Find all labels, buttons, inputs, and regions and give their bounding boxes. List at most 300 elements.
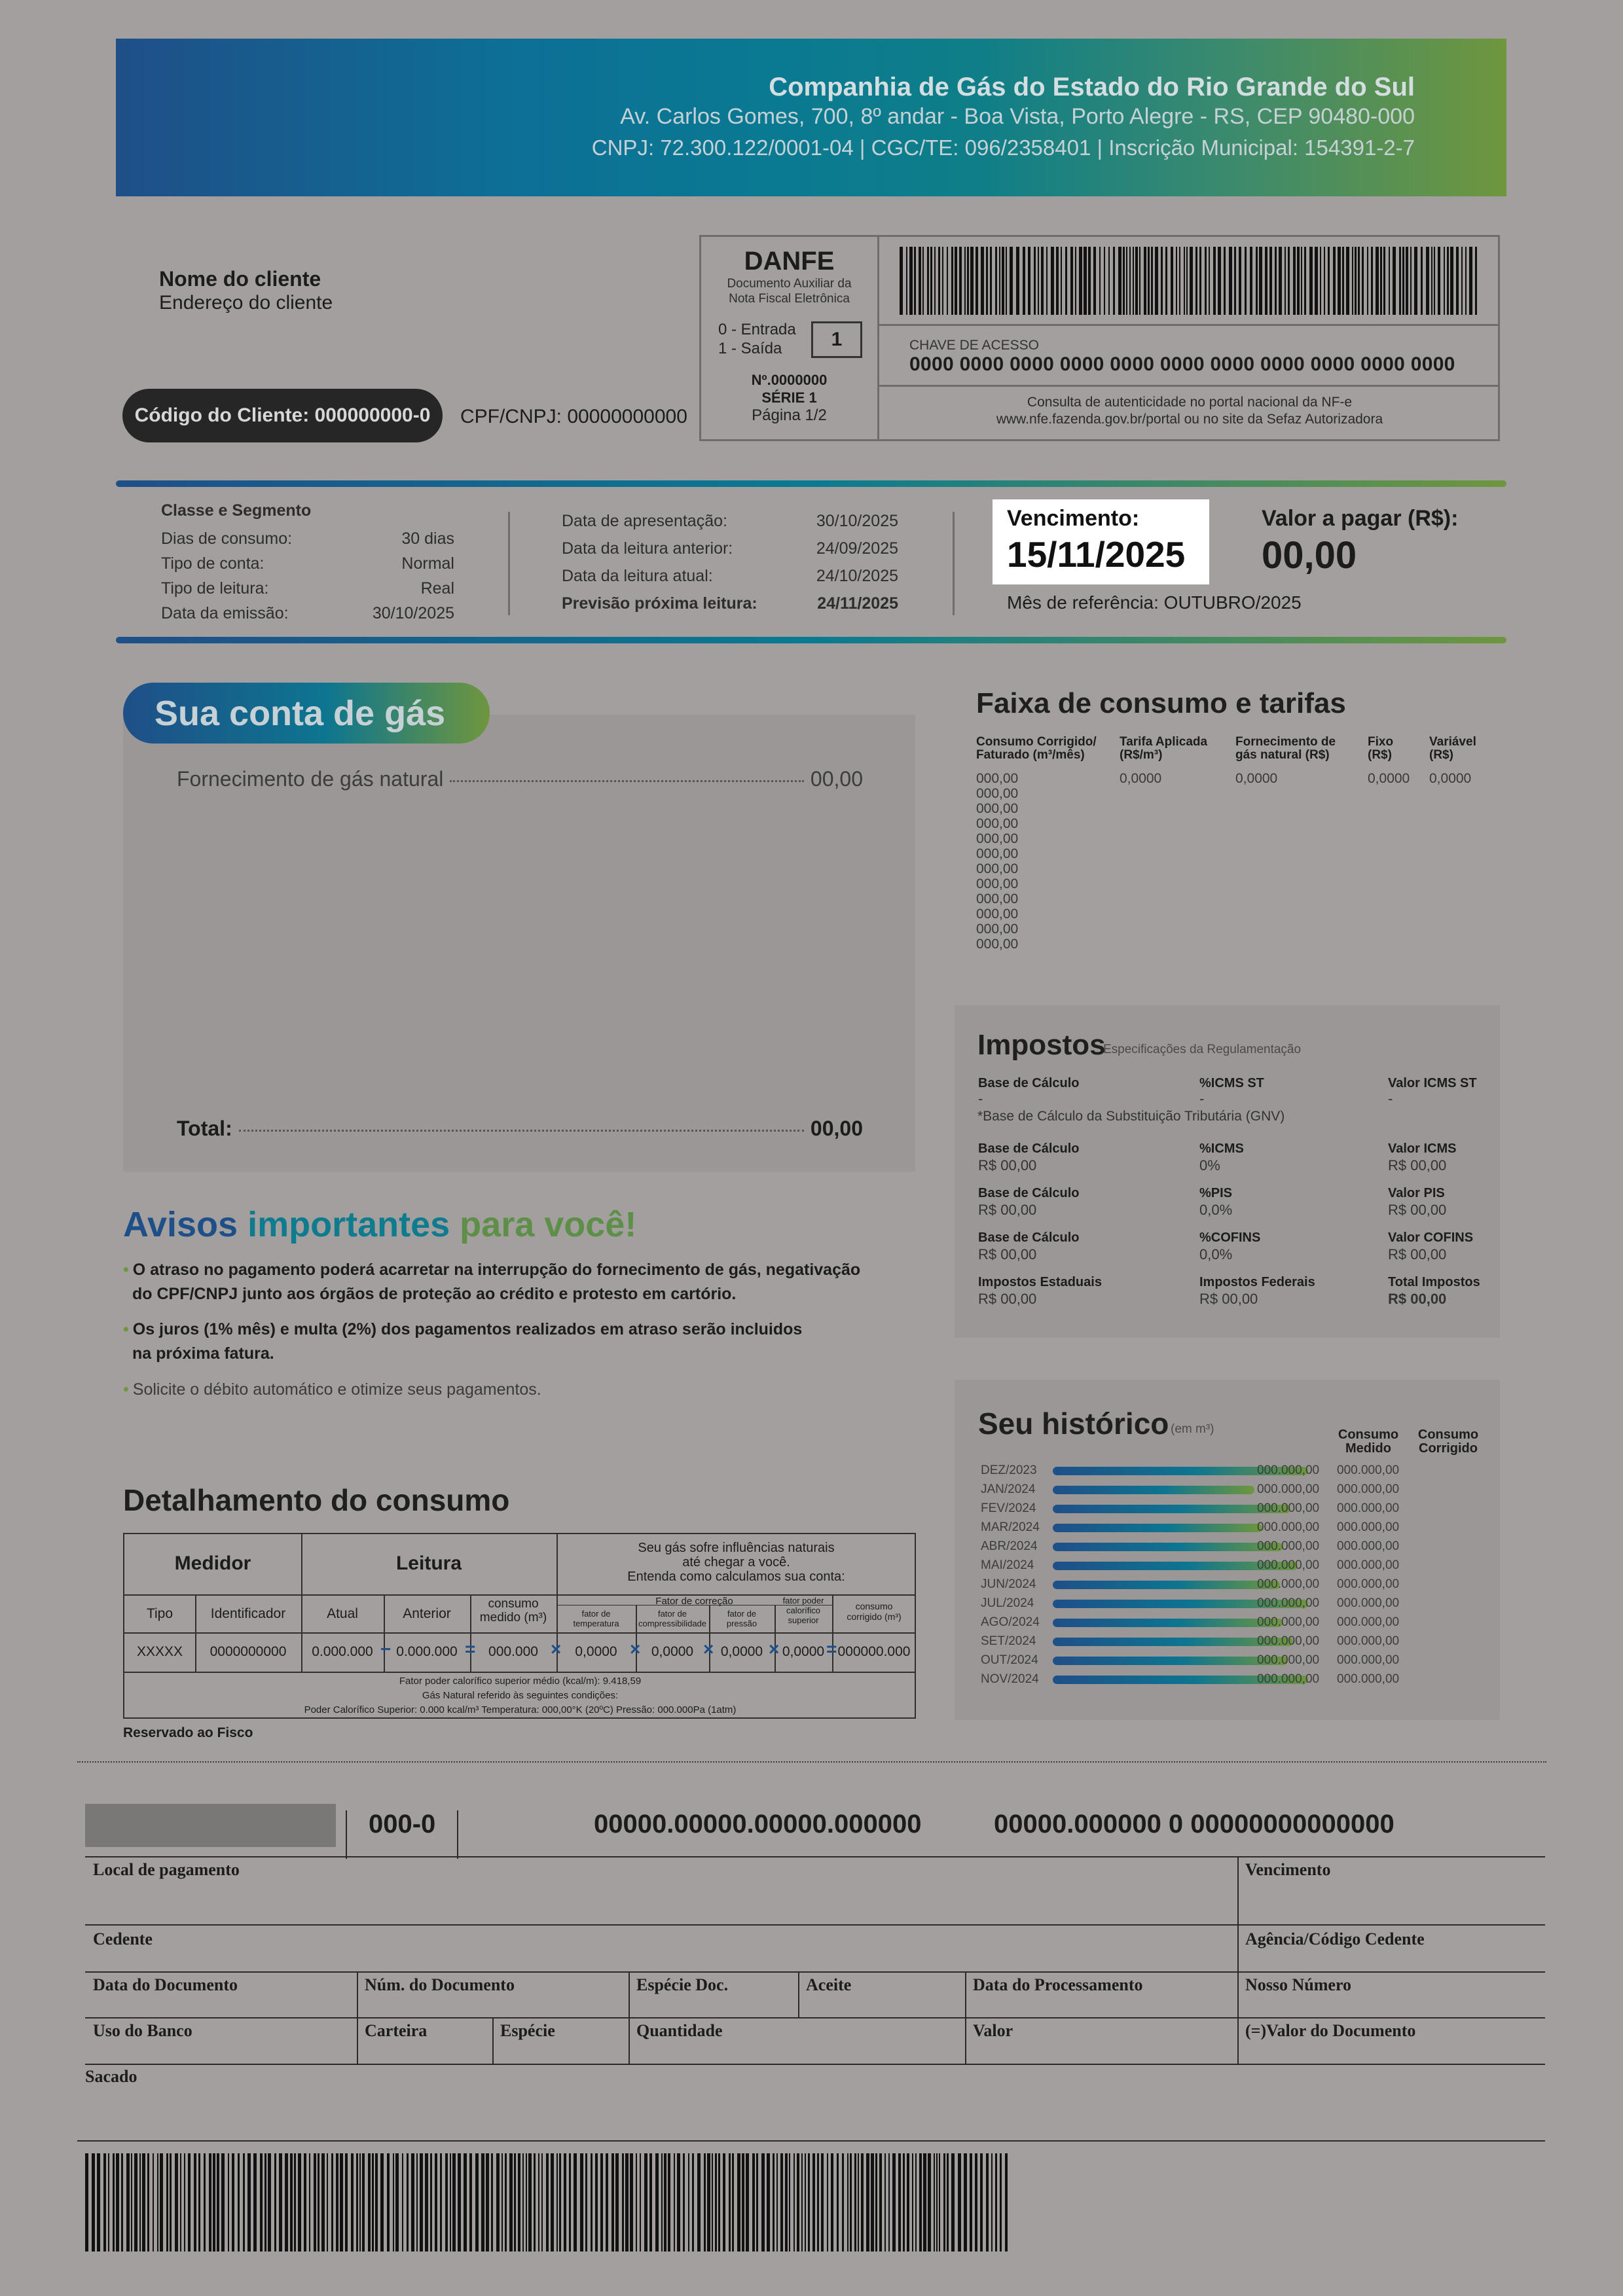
- tariff-header-consumo: [976, 736, 1097, 762]
- tariff-applied-value: 0,0000: [1120, 771, 1162, 786]
- barcode-bar: [1184, 247, 1185, 315]
- barcode-bar: [1333, 247, 1336, 315]
- barcode-bar: [92, 2153, 95, 2251]
- due-date-box: [993, 499, 1209, 584]
- barcode-bar: [416, 2153, 418, 2251]
- barcode-bar: [85, 2153, 88, 2251]
- tax-label: %ICMS: [1199, 1141, 1244, 1156]
- barcode-bar: [450, 2153, 451, 2251]
- danfe-title: DANFE: [744, 247, 835, 276]
- barcode-bar: [1297, 247, 1300, 315]
- barcode-bar: [116, 2153, 119, 2251]
- barcode-bar: [1399, 247, 1401, 315]
- barcode-bar: [1229, 247, 1232, 315]
- barcode-bar: [986, 2153, 989, 2251]
- barcode-bar: [1389, 247, 1390, 315]
- barcode-bar: [285, 2153, 288, 2251]
- barcode-bar: [986, 247, 988, 315]
- barcode-bar: [1320, 247, 1321, 315]
- barcode-bar: [1338, 247, 1341, 315]
- history-corrected-value: 000.000,00: [1337, 1615, 1400, 1629]
- corrected-consumption-value: 000000.000: [837, 1644, 911, 1659]
- barcode-bar: [375, 2153, 378, 2251]
- info-value: 30/10/2025: [372, 604, 454, 622]
- boleto-separator: [798, 1971, 799, 2017]
- total-value: 00,00: [810, 1117, 863, 1140]
- barcode-bar: [850, 2153, 852, 2251]
- barcode-bar: [1352, 247, 1353, 315]
- barcode-bar: [514, 2153, 516, 2251]
- history-month: JUN/2024: [981, 1577, 1036, 1591]
- gas-supply-value: 00,00: [810, 767, 863, 791]
- history-measured-value: 000.000,00: [1257, 1482, 1320, 1496]
- barcode-bar: [1469, 247, 1472, 315]
- barcode-bar: [551, 2153, 554, 2251]
- tariff-header-tarifa: [1120, 736, 1207, 762]
- barcode-bar: [420, 2153, 423, 2251]
- tariff-supply-value: 0,0000: [1235, 771, 1278, 786]
- tax-value: R$ 00,00: [978, 1246, 1037, 1263]
- consumption-detail-title: Detalhamento do consumo: [123, 1483, 510, 1517]
- barcode-bar: [372, 2153, 374, 2251]
- pressure-factor-value: 0,0000: [720, 1644, 763, 1659]
- footnote-line: Poder Calorífico Superior: 0.000 kcal/m³ Temperatura: 000,00°K (20ºC) Pressão: 000.000Pa (1atm): [304, 1704, 737, 1715]
- barcode-bar: [1410, 247, 1412, 315]
- barcode-bar: [683, 2153, 685, 2251]
- danfe-divider: [879, 324, 1500, 326]
- history-header-corrigido: [1409, 1428, 1487, 1456]
- tax-value: R$ 00,00: [1388, 1246, 1447, 1263]
- boleto-separator: [357, 1971, 358, 2064]
- barcode-bar: [837, 2153, 839, 2251]
- barcode-bar: [892, 2153, 896, 2251]
- gas-bill-title: Sua conta de gás: [123, 683, 490, 744]
- correction-factor-header: Fator de correção: [655, 1596, 733, 1607]
- barcode-bar: [1324, 247, 1325, 315]
- barcode-bar: [213, 2153, 215, 2251]
- barcode-bar: [1393, 247, 1396, 315]
- document-number-label: Núm. do Documento: [365, 1975, 515, 1994]
- header-line: temperatura: [573, 1619, 619, 1628]
- barcode-bar: [294, 2153, 296, 2251]
- tariff-fixed-value: 0,0000: [1368, 771, 1410, 786]
- tax-reserved-label: Reservado ao Fisco: [123, 1725, 253, 1740]
- calorific-factor-value: 0,0000: [782, 1644, 825, 1659]
- barcode-bar: [336, 2153, 338, 2251]
- barcode-bar: [204, 2153, 206, 2251]
- barcode-bar: [526, 2153, 527, 2251]
- danfe-info: [701, 237, 879, 439]
- value-label: Valor: [973, 2021, 1013, 2040]
- barcode-bar: [1465, 247, 1467, 315]
- barcode-bar: [789, 2153, 790, 2251]
- barcode-bar: [569, 2153, 571, 2251]
- payment-place-label: Local de pagamento: [93, 1860, 240, 1879]
- barcode-bar: [509, 2153, 513, 2251]
- bank-logo-placeholder: [85, 1804, 336, 1847]
- barcode-bar: [321, 2153, 325, 2251]
- barcode-bar: [134, 2153, 137, 2251]
- history-unit: (em m³): [1171, 1422, 1214, 1436]
- barcode-bar: [797, 2153, 799, 2251]
- minus-icon: −: [380, 1639, 392, 1659]
- boleto-rule: [77, 2140, 1545, 2142]
- company-name: Companhia de Gás do Estado do Rio Grande do Sul: [769, 73, 1415, 101]
- previous-reading-value: 0.000.000: [396, 1644, 458, 1659]
- barcode-bar: [930, 247, 932, 315]
- boleto-separator: [457, 1810, 458, 1859]
- history-corrected-value: 000.000,00: [1337, 1520, 1400, 1534]
- client-code-badge: Código do Cliente: 000000000-0: [122, 389, 443, 442]
- tax-label: Valor ICMS ST: [1388, 1076, 1477, 1090]
- barcode-bar: [1355, 247, 1357, 315]
- tax-label: Valor ICMS: [1388, 1141, 1457, 1156]
- barcode-bar: [153, 2153, 154, 2251]
- history-row: [981, 1575, 1491, 1594]
- history-row: [981, 1613, 1491, 1632]
- barcode-bar: [1371, 247, 1373, 315]
- barcode-bar: [217, 2153, 219, 2251]
- history-corrected-value: 000.000,00: [1337, 1653, 1400, 1667]
- taxes-panel: [955, 1005, 1500, 1338]
- notices-title: [123, 1204, 636, 1245]
- tax-value: -: [1199, 1090, 1205, 1107]
- dot-leader: [239, 1130, 804, 1132]
- barcode-bar: [1088, 247, 1091, 315]
- consumption-footnote: [124, 1674, 916, 1717]
- history-bar: [1053, 1619, 1283, 1627]
- barcode-bar: [1139, 247, 1140, 315]
- barcode-bar: [767, 2153, 770, 2251]
- barcode-bar: [435, 2153, 437, 2251]
- history-month: NOV/2024: [981, 1672, 1039, 1686]
- history-month: FEV/2024: [981, 1501, 1036, 1515]
- info-row: [562, 512, 898, 539]
- bullet-icon: •: [123, 1261, 129, 1279]
- info-label: Data da leitura atual:: [562, 567, 713, 585]
- barcode-bar: [304, 2153, 306, 2251]
- barcode-bar: [1065, 247, 1067, 315]
- barcode-bar: [1148, 247, 1150, 315]
- header-line: pressão: [726, 1619, 757, 1628]
- tax-label: %ICMS ST: [1199, 1076, 1264, 1090]
- barcode-bar: [170, 2153, 172, 2251]
- agency-code-label: Agência/Código Cedente: [1245, 1929, 1425, 1948]
- tariff-consumo-value: 000,00: [976, 831, 1019, 846]
- boleto-rule: [85, 2017, 1545, 2018]
- barcode-bar: [1358, 247, 1360, 315]
- boleto-rule: [85, 1856, 1545, 1857]
- barcode-bar: [938, 247, 940, 315]
- tax-value: -: [978, 1090, 983, 1107]
- temperature-factor-value: 0,0000: [575, 1644, 617, 1659]
- barcode-bar: [999, 247, 1000, 315]
- barcode-bar: [677, 2153, 680, 2251]
- header-line: Corrigido: [1419, 1441, 1478, 1456]
- tax-label: Base de Cálculo: [978, 1186, 1080, 1200]
- barcode-bar: [1434, 247, 1435, 315]
- tariff-consumo-value: 000,00: [976, 771, 1019, 786]
- barcode-bar: [469, 2153, 472, 2251]
- current-reading-value: 0.000.000: [312, 1644, 373, 1659]
- danfe-numero: Nº.0000000: [751, 372, 828, 388]
- barcode-bar: [718, 2153, 720, 2251]
- barcode-bar: [1301, 247, 1302, 315]
- barcode-bar: [407, 2153, 409, 2251]
- barcode-bar: [879, 2153, 882, 2251]
- barcode-bar: [715, 2153, 717, 2251]
- tariff-header-fornecimento: [1235, 736, 1336, 762]
- access-key: 0000 0000 0000 0000 0000 0000 0000 0000 0000 0000 0000: [909, 353, 1455, 375]
- previous-reading-header: Anterior: [403, 1606, 451, 1621]
- info-row: [562, 539, 898, 567]
- boleto-rule: [85, 1924, 1545, 1926]
- tariff-consumo-value: 000,00: [976, 816, 1019, 831]
- barcode-bar: [1421, 247, 1423, 315]
- history-row: [981, 1651, 1491, 1670]
- barcode-bar: [327, 2153, 328, 2251]
- barcode-bar: [1099, 247, 1101, 315]
- class-segment-label: Classe e Segmento: [161, 501, 312, 520]
- header-line: Consumo: [1417, 1427, 1479, 1442]
- barcode-bar: [636, 2153, 637, 2251]
- barcode-bar: [1205, 247, 1207, 315]
- tax-label: Impostos Federais: [1199, 1275, 1315, 1289]
- barcode-bar: [147, 2153, 149, 2251]
- tariff-consumo-value: 000,00: [976, 891, 1019, 906]
- header-line: Consumo: [1338, 1427, 1399, 1442]
- barcode-bar: [697, 2153, 701, 2251]
- barcode-bar: [866, 2153, 869, 2251]
- barcode-bar: [1209, 247, 1210, 315]
- barcode-bar: [359, 2153, 361, 2251]
- danfe-entrada: 0 - Entrada: [718, 321, 796, 338]
- barcode-bar: [970, 2153, 972, 2251]
- barcode-bar: [1234, 247, 1236, 315]
- barcode-bar: [1218, 247, 1221, 315]
- barcode-bar: [805, 2153, 806, 2251]
- gas-supply-label: Fornecimento de gás natural: [177, 767, 444, 791]
- barcode-bar: [1450, 247, 1453, 315]
- barcode-bar: [1176, 247, 1177, 315]
- history-measured-value: 000.000,00: [1257, 1558, 1320, 1572]
- table-line: [124, 1632, 916, 1634]
- company-registration-ids: CNPJ: 72.300.122/0001-04 | CGC/TE: 096/2358401 | Inscrição Municipal: 154391-2-7: [591, 135, 1415, 160]
- barcode-bar: [175, 2153, 178, 2251]
- barcode-bar: [947, 2153, 949, 2251]
- barcode-bar: [1213, 247, 1216, 315]
- history-measured-value: 000.000,00: [1257, 1501, 1320, 1515]
- barcode-bar: [184, 2153, 185, 2251]
- barcode-bar: [912, 2153, 913, 2251]
- tax-value: 0%: [1199, 1157, 1220, 1174]
- boleto-separator: [492, 2017, 494, 2064]
- barcode-bar: [1005, 2153, 1008, 2251]
- barcode-bar: [232, 2153, 234, 2251]
- history-measured-value: 000.000,00: [1257, 1615, 1320, 1629]
- notice-autodebit: [123, 1378, 541, 1402]
- barcode-bar: [640, 2153, 641, 2251]
- info-row: [562, 567, 898, 594]
- barcode-bar: [888, 2153, 890, 2251]
- barcode-bar: [279, 2153, 282, 2251]
- barcode-bar: [160, 2153, 163, 2251]
- history-month: MAI/2024: [981, 1558, 1034, 1572]
- barcode-bar: [900, 247, 903, 315]
- due-date: 15/11/2025: [1007, 534, 1186, 575]
- barcode-bar: [1265, 247, 1267, 315]
- barcode-bar: [1151, 247, 1153, 315]
- tax-value: R$ 00,00: [978, 1157, 1037, 1174]
- notice-late-payment: [123, 1258, 860, 1306]
- barcode-bar: [1056, 247, 1059, 315]
- barcode-bar: [1171, 247, 1173, 315]
- barcode-bar: [927, 247, 929, 315]
- barcode-bar: [644, 2153, 647, 2251]
- boleto-separator: [965, 1971, 966, 2064]
- history-row: [981, 1499, 1491, 1518]
- barcode-bar: [393, 2153, 394, 2251]
- barcode-bar: [580, 2153, 583, 2251]
- client-document: CPF/CNPJ: 00000000000: [460, 406, 687, 427]
- header-line: Medido: [1345, 1441, 1391, 1456]
- barcode-bar: [126, 2153, 130, 2251]
- barcode-bar: [1006, 247, 1007, 315]
- barcode-bar: [1383, 247, 1385, 315]
- barcode-bar: [692, 2153, 694, 2251]
- header-line: fator de: [727, 1609, 757, 1619]
- barcode-bar: [817, 2153, 819, 2251]
- history-measured-value: 000.000,00: [1257, 1634, 1320, 1648]
- calorific-factor-header: [775, 1596, 832, 1625]
- barcode-bar: [131, 2153, 132, 2251]
- barcode-bar: [922, 247, 924, 315]
- history-bar: [1053, 1486, 1254, 1494]
- barcode-bar: [546, 2153, 549, 2251]
- barcode-bar: [914, 247, 916, 315]
- barcode-bar: [661, 2153, 663, 2251]
- barcode-bar: [108, 2153, 109, 2251]
- barcode-bar: [934, 2153, 935, 2251]
- barcode-bar: [606, 2153, 608, 2251]
- barcode-bar: [1346, 247, 1349, 315]
- barcode-bar: [345, 2153, 348, 2251]
- tariff-header-variavel: [1429, 736, 1476, 762]
- barcode-bar: [243, 2153, 245, 2251]
- history-month: SET/2024: [981, 1634, 1036, 1648]
- barcode-bar: [198, 2153, 200, 2251]
- barcode-bar: [1028, 247, 1030, 315]
- history-header-medido: [1329, 1428, 1408, 1456]
- barcode-bar: [1108, 247, 1110, 315]
- history-corrected-value: 000.000,00: [1337, 1634, 1400, 1648]
- payer-label: Sacado: [85, 2067, 137, 2086]
- barcode-bar: [458, 2153, 461, 2251]
- taxes-title: Impostos: [977, 1029, 1106, 1061]
- barcode-bar: [907, 2153, 909, 2251]
- barcode-bar: [906, 247, 907, 315]
- tariff-consumo-value: 000,00: [976, 861, 1019, 876]
- tariff-consumo-column: [976, 771, 1018, 952]
- barcode-bar: [440, 2153, 442, 2251]
- barcode-bar: [228, 2153, 229, 2251]
- history-corrected-value: 000.000,00: [1337, 1501, 1400, 1515]
- info-row: [161, 529, 454, 554]
- barcode-bar: [1259, 247, 1262, 315]
- document-kind-label: Espécie Doc.: [636, 1975, 729, 1994]
- barcode-bar: [188, 2153, 191, 2251]
- info-value: 24/11/2025: [817, 594, 898, 613]
- barcode-bar: [486, 2153, 489, 2251]
- barcode-bar: [1288, 247, 1290, 315]
- total-line: [177, 1117, 863, 1141]
- barcode-bar: [481, 2153, 484, 2251]
- barcode-bar: [923, 2153, 926, 2251]
- tax-label: %PIS: [1199, 1186, 1233, 1200]
- barcode-bar: [821, 2153, 824, 2251]
- header-line: (R$): [1429, 748, 1453, 762]
- barcode-bar: [1016, 247, 1019, 315]
- barcode-bar: [976, 247, 978, 315]
- barcode-bar: [995, 2153, 997, 2251]
- barcode-bar: [247, 2153, 251, 2251]
- barcode-bar: [264, 2153, 266, 2251]
- barcode-bar: [858, 2153, 859, 2251]
- bank-code: 000-0: [369, 1810, 436, 1839]
- info-value: Normal: [401, 554, 454, 573]
- barcode-bar: [990, 247, 992, 315]
- boleto-due-date-label: Vencimento: [1245, 1860, 1331, 1879]
- header-line: Variável: [1429, 735, 1476, 749]
- barcode-bar: [103, 2153, 106, 2251]
- barcode-bar: [649, 2153, 652, 2251]
- info-label: Data de apresentação:: [562, 512, 727, 530]
- header-line: Tarifa Aplicada: [1120, 735, 1208, 749]
- history-measured-value: 000.000,00: [1257, 1596, 1320, 1610]
- barcode-bar: [831, 2153, 833, 2251]
- barcode-bar: [380, 2153, 384, 2251]
- barcode-bar: [238, 2153, 240, 2251]
- tax-label: Base de Cálculo: [978, 1141, 1080, 1156]
- barcode-bar: [1041, 247, 1044, 315]
- barcode-bar: [776, 2153, 778, 2251]
- history-row: [981, 1670, 1491, 1689]
- barcode-bar: [1444, 247, 1445, 315]
- barcode-bar: [559, 2153, 561, 2251]
- barcode-bar: [942, 247, 943, 315]
- header-line: fator de: [581, 1609, 611, 1619]
- barcode-bar: [356, 2153, 358, 2251]
- barcode-bar: [452, 2153, 456, 2251]
- barcode-bar: [1165, 247, 1167, 315]
- history-row: [981, 1462, 1491, 1480]
- barcode-bar: [752, 2153, 755, 2251]
- tariff-consumo-value: 000,00: [976, 846, 1019, 861]
- barcode-bar: [1414, 247, 1417, 315]
- equals-icon: =: [465, 1639, 476, 1659]
- barcode-bar: [309, 2153, 310, 2251]
- access-key-label: CHAVE DE ACESSO: [909, 338, 1040, 353]
- barcode-bar: [1293, 247, 1296, 315]
- authenticity-line: Consulta de autenticidade no portal nacional da NF-e: [1027, 395, 1353, 410]
- info-label: Data da emissão:: [161, 604, 289, 622]
- history-bar: [1053, 1657, 1288, 1665]
- barcode-bar: [260, 2153, 263, 2251]
- barcode-bar: [538, 2153, 539, 2251]
- tax-label: Base de Cálculo: [978, 1230, 1080, 1245]
- danfe-entry-exit: [718, 320, 796, 358]
- authenticity-url: www.nfe.fazenda.gov.br/portal ou no site da Sefaz Autorizadora: [996, 412, 1383, 427]
